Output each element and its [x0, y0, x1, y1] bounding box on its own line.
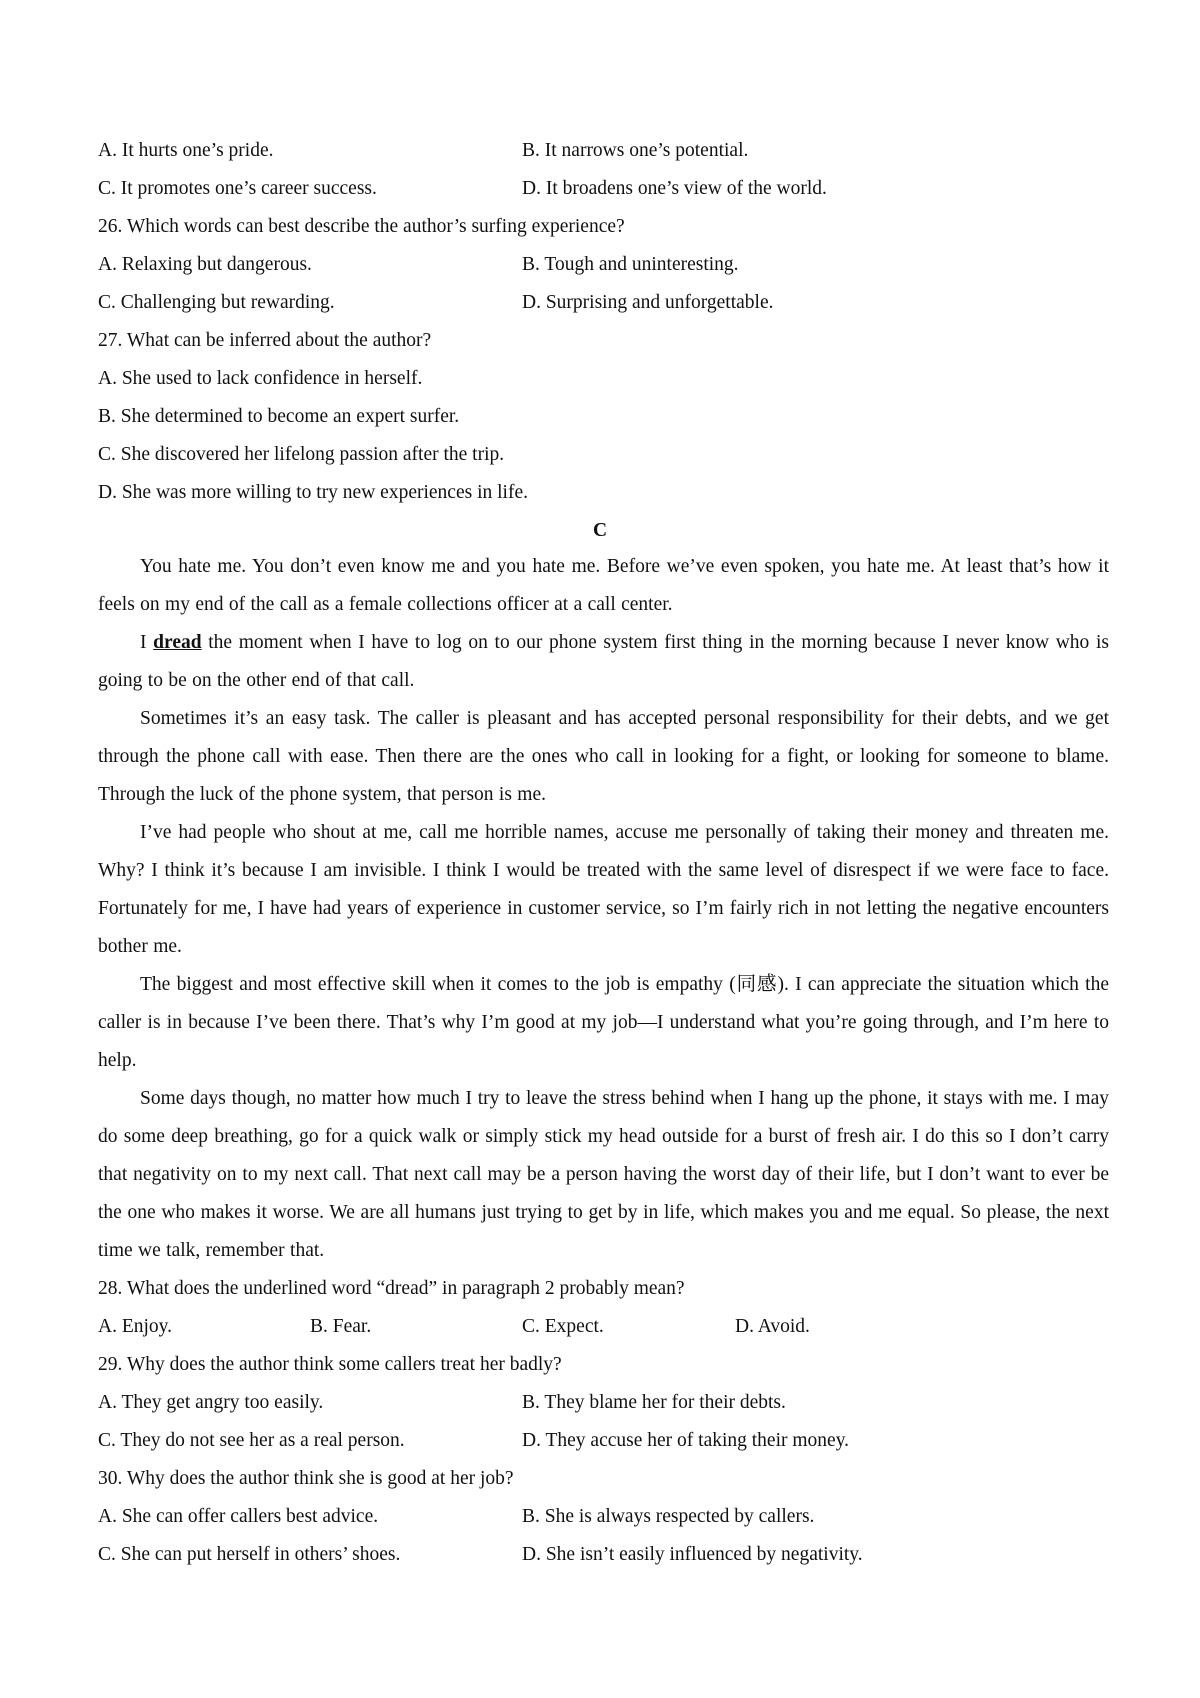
- q30-stem: 30. Why does the author think she is good at her job?: [98, 1468, 514, 1489]
- passage-paragraph-5: The biggest and most effective skill when it comes to the job is empathy (同感). I can appreciate the situation which the caller is in because I’ve been there. That’s why I’m good at my job—I understand what you’re going through, and I’m here to help.: [98, 974, 1109, 1071]
- q30-option-d: D. She isn’t easily influenced by negativity.: [522, 1544, 863, 1565]
- q27-option-a: A. She used to lack confidence in herself.: [98, 368, 423, 389]
- q25-option-c: C. It promotes one’s career success.: [98, 178, 377, 199]
- underlined-word-dread: dread: [153, 632, 202, 653]
- q26-option-b: B. Tough and uninteresting.: [522, 254, 739, 275]
- q25-option-b: B. It narrows one’s potential.: [522, 140, 749, 161]
- paragraph-2-rest: the moment when I have to log on to our phone system first thing in the morning because I never know who is going to be on the other end of that call.: [98, 632, 1109, 691]
- passage-paragraph-6: Some days though, no matter how much I try to leave the stress behind when I hang up the phone, it stays with me. I may do some deep breathing, go for a quick walk or simply stick my head outside for a burst of fresh air. I do this so I don’t carry that negativity on to my next call. That next call may be a person having the worst day of their life, but I don’t want to ever be the one who makes it worse. We are all humans just trying to get by in life, which makes you and me equal. So please, the next time we talk, remember that.: [98, 1088, 1109, 1261]
- passage-paragraph-4: I’ve had people who shout at me, call me horrible names, accuse me personally of taking their money and threaten me. Why? I think it’s because I am invisible. I think I would be treated with the same level of disrespect if we were face to face. Fortunately for me, I have had years of experience in customer service, so I’m fairly rich in not letting the negative encounters bother me.: [98, 822, 1109, 957]
- q27-option-d: D. She was more willing to try new experiences in life.: [98, 482, 528, 503]
- q26-stem: 26. Which words can best describe the author’s surfing experience?: [98, 216, 625, 237]
- q25-option-a: A. It hurts one’s pride.: [98, 140, 274, 161]
- q27-stem: 27. What can be inferred about the author?: [98, 330, 432, 351]
- q29-option-a: A. They get angry too easily.: [98, 1392, 324, 1413]
- passage-heading: C: [592, 520, 608, 541]
- q28-stem: 28. What does the underlined word “dread” in paragraph 2 probably mean?: [98, 1278, 685, 1299]
- q30-option-a: A. She can offer callers best advice.: [98, 1506, 379, 1527]
- passage-paragraph-2: [98, 624, 1109, 700]
- q29-option-b: B. They blame her for their debts.: [522, 1392, 786, 1413]
- q28-option-d: D. Avoid.: [735, 1316, 810, 1337]
- q28-option-b: B. Fear.: [310, 1316, 372, 1337]
- q26-option-a: A. Relaxing but dangerous.: [98, 254, 312, 275]
- q27-option-b: B. She determined to become an expert surfer.: [98, 406, 460, 427]
- q30-option-c: C. She can put herself in others’ shoes.: [98, 1544, 401, 1565]
- q28-option-c: C. Expect.: [522, 1316, 604, 1337]
- q30-option-b: B. She is always respected by callers.: [522, 1506, 815, 1527]
- paragraph-2-lead: I: [140, 632, 154, 653]
- q29-stem: 29. Why does the author think some callers treat her badly?: [98, 1354, 562, 1375]
- passage-paragraph-1: You hate me. You don’t even know me and you hate me. Before we’ve even spoken, you hate me. At least that’s how it feels on my end of the call as a female collections officer at a call center.: [98, 556, 1109, 615]
- q26-option-d: D. Surprising and unforgettable.: [522, 292, 774, 313]
- q26-option-c: C. Challenging but rewarding.: [98, 292, 335, 313]
- q25-option-d: D. It broadens one’s view of the world.: [522, 178, 827, 199]
- q27-option-c: C. She discovered her lifelong passion after the trip.: [98, 444, 505, 465]
- q29-option-d: D. They accuse her of taking their money.: [522, 1430, 850, 1451]
- q28-option-a: A. Enjoy.: [98, 1316, 173, 1337]
- passage-paragraph-3: Sometimes it’s an easy task. The caller is pleasant and has accepted personal responsibility for their debts, and we get through the phone call with ease. Then there are the ones who call in looking for a fight, or looking for someone to blame. Through the luck of the phone system, that person is me.: [98, 708, 1109, 805]
- q29-option-c: C. They do not see her as a real person.: [98, 1430, 405, 1451]
